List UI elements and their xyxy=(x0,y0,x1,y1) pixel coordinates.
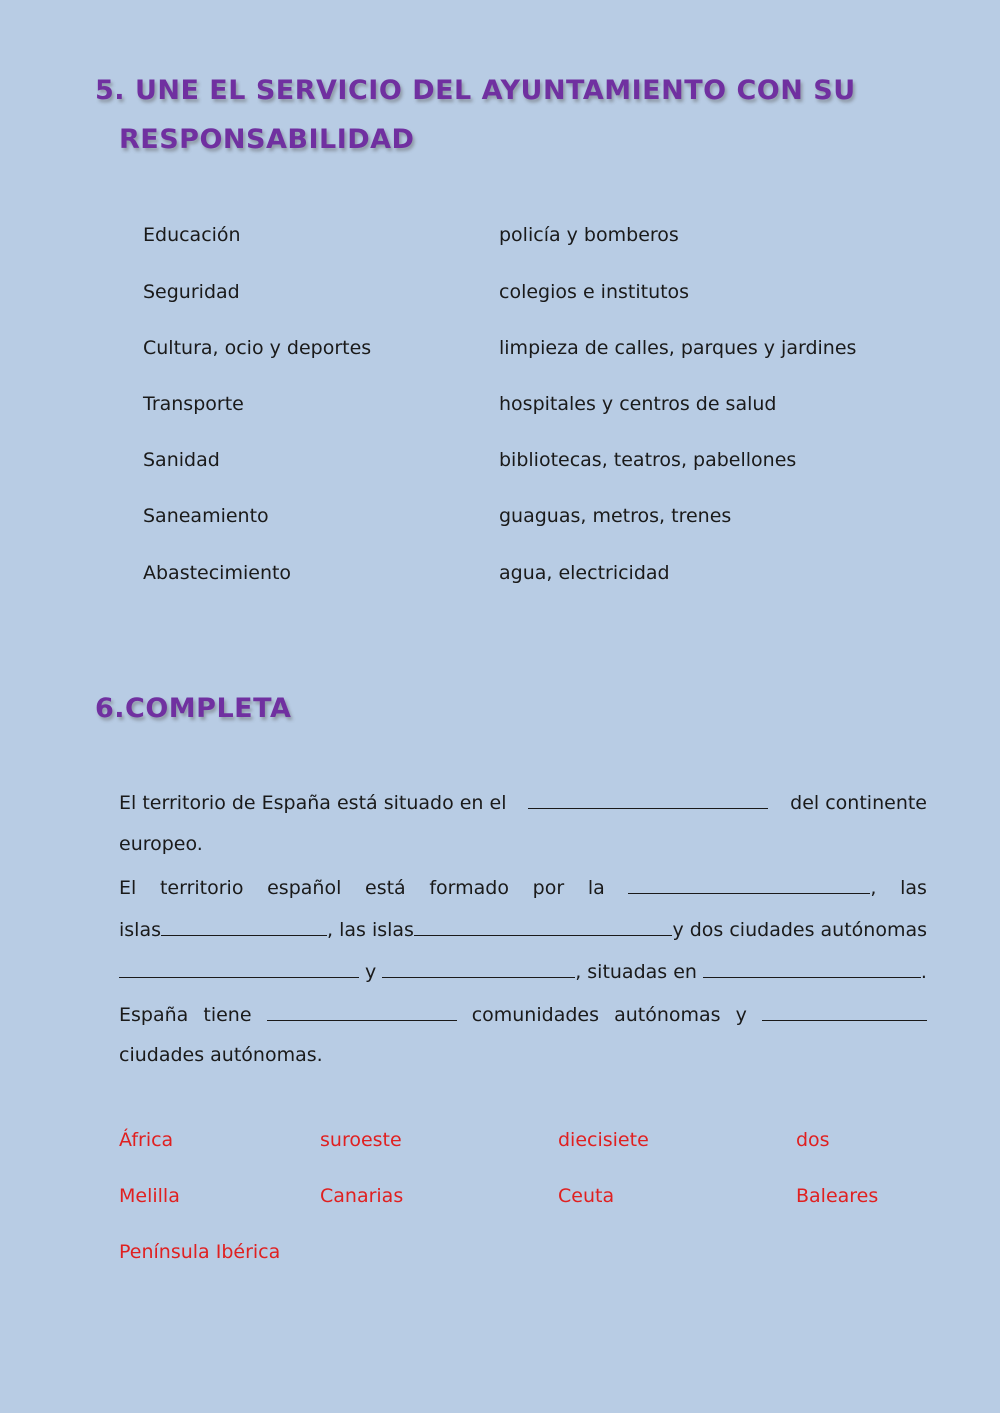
blank-3[interactable] xyxy=(161,917,327,936)
paragraph-line-3 xyxy=(119,875,927,905)
responsibility-item: guaguas, metros, trenes xyxy=(499,505,732,527)
text-segment: por xyxy=(532,877,565,899)
text-segment: y dos ciudades autónomas xyxy=(672,919,927,941)
word-bank-item[interactable]: Melilla xyxy=(119,1185,180,1207)
blank-7[interactable] xyxy=(703,959,921,978)
word-bank-item[interactable]: Canarias xyxy=(320,1185,404,1207)
blank-9[interactable] xyxy=(762,1002,927,1021)
text-segment: , xyxy=(870,877,877,899)
word-bank-item[interactable]: suroeste xyxy=(320,1129,402,1151)
responsibility-item: bibliotecas, teatros, pabellones xyxy=(499,449,797,471)
blank-5[interactable] xyxy=(119,959,359,978)
section-5-heading-line-2: RESPONSABILIDAD xyxy=(119,124,415,155)
text-segment: ciudades autónomas. xyxy=(119,1044,323,1066)
text-segment: El xyxy=(119,877,137,899)
text-segment: la xyxy=(587,877,605,899)
text-segment: territorio xyxy=(159,877,244,899)
text-segment: , las islas xyxy=(327,919,414,941)
text-segment: y xyxy=(735,1004,747,1026)
service-item: Abastecimiento xyxy=(143,562,292,584)
text-segment: autónomas xyxy=(614,1004,721,1026)
responsibility-item: hospitales y centros de salud xyxy=(499,393,777,415)
paragraph-line-7 xyxy=(119,1044,927,1074)
paragraph-line-2 xyxy=(119,833,927,863)
text-segment: europeo. xyxy=(119,833,203,855)
text-segment: comunidades xyxy=(471,1004,599,1026)
text-segment: España xyxy=(119,1004,189,1026)
text-segment: tiene xyxy=(203,1004,252,1026)
word-bank-item[interactable]: dos xyxy=(796,1129,830,1151)
text-segment: . xyxy=(920,961,927,983)
paragraph-line-1 xyxy=(119,790,927,820)
text-segment: español xyxy=(267,877,342,899)
responsibility-item: agua, electricidad xyxy=(499,562,670,584)
word-bank-item[interactable]: África xyxy=(119,1129,174,1151)
section-5-heading-line-1: 5. UNE EL SERVICIO DEL AYUNTAMIENTO CON SU xyxy=(95,75,856,106)
text-segment: formado xyxy=(429,877,509,899)
text-segment: , situadas en xyxy=(575,961,697,983)
word-bank-item[interactable]: Baleares xyxy=(796,1185,879,1207)
service-item: Educación xyxy=(143,224,241,246)
paragraph-line-4 xyxy=(119,917,927,947)
blank-2[interactable] xyxy=(628,875,870,894)
text-segment: está xyxy=(365,877,406,899)
service-item: Saneamiento xyxy=(143,505,269,527)
blank-6[interactable] xyxy=(382,959,575,978)
service-item: Sanidad xyxy=(143,449,220,471)
responsibility-item: colegios e institutos xyxy=(499,281,690,303)
text-segment: islas xyxy=(119,919,161,941)
paragraph-line-6 xyxy=(119,1002,927,1032)
text-segment: del continente xyxy=(790,792,927,814)
service-item: Seguridad xyxy=(143,281,240,303)
responsibility-item: limpieza de calles, parques y jardines xyxy=(499,337,857,359)
blank-1[interactable] xyxy=(528,790,768,809)
text-segment: y xyxy=(364,961,377,983)
word-bank-item[interactable]: Ceuta xyxy=(558,1185,615,1207)
section-6-heading: 6.COMPLETA xyxy=(95,693,292,724)
word-bank-item[interactable]: Península Ibérica xyxy=(119,1241,281,1263)
blank-8[interactable] xyxy=(267,1002,457,1021)
service-item: Cultura, ocio y deportes xyxy=(143,337,372,359)
word-bank-item[interactable]: diecisiete xyxy=(558,1129,649,1151)
responsibility-item: policía y bomberos xyxy=(499,224,679,246)
paragraph-line-5 xyxy=(119,959,927,989)
blank-4[interactable] xyxy=(414,917,673,936)
text-segment: El territorio de España está situado en el xyxy=(119,792,507,814)
service-item: Transporte xyxy=(143,393,244,415)
text-segment: las xyxy=(900,877,927,899)
